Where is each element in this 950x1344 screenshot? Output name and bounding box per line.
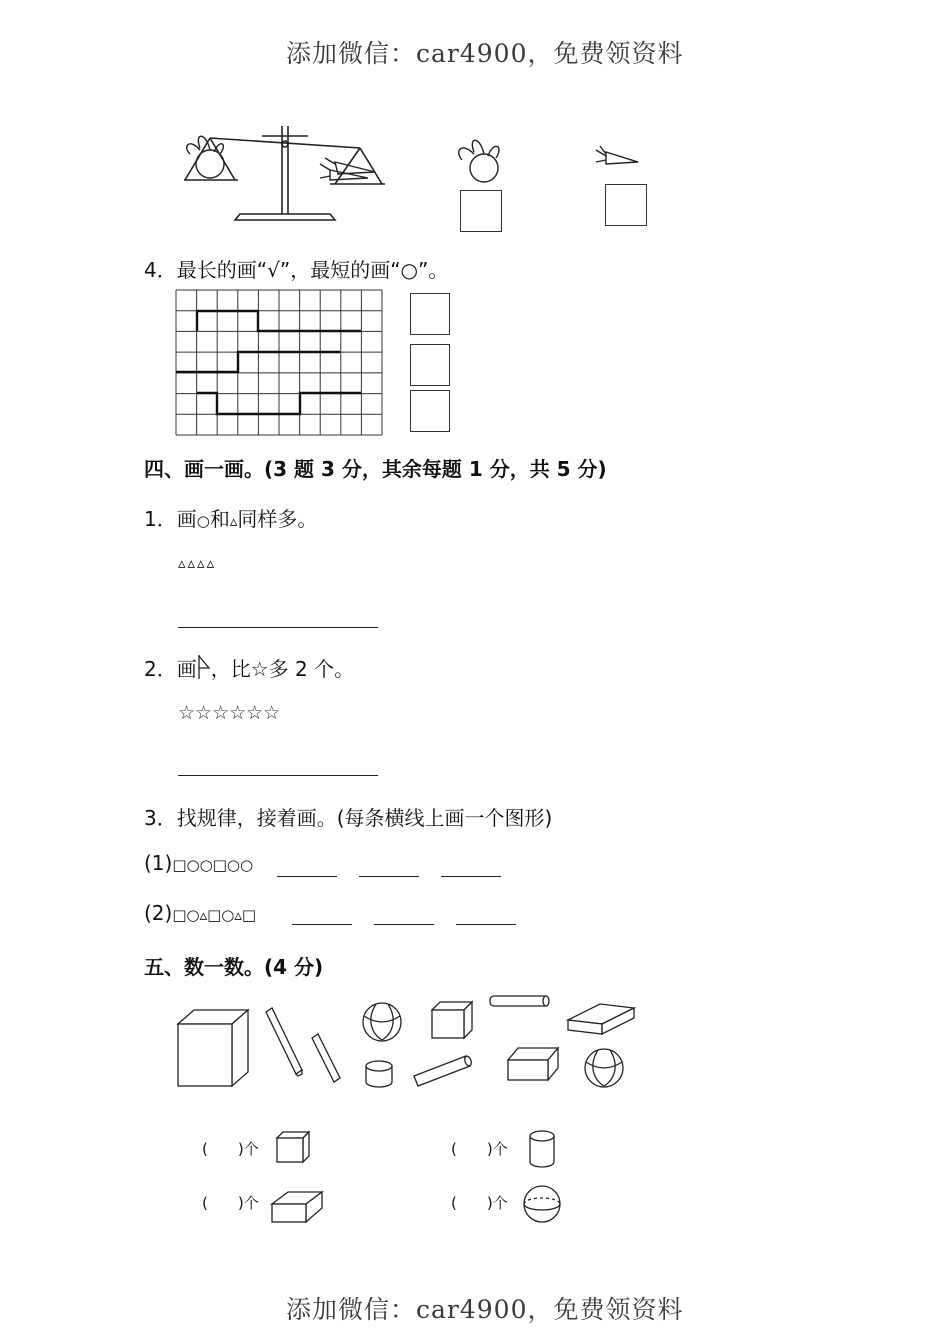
watermark-bottom: 添加微信：car4900，免费领资料 xyxy=(286,1295,684,1324)
pattern-label: (1) xyxy=(144,851,173,875)
text: 多 2 个。 xyxy=(268,657,355,681)
cube-icon xyxy=(432,1002,472,1038)
pattern-2-blank-3[interactable] xyxy=(456,924,516,925)
sphere-icon xyxy=(522,1184,564,1224)
unit-label: 个 xyxy=(243,1140,259,1158)
s4-question-2 xyxy=(144,653,354,682)
answer-paren[interactable]: ( ) xyxy=(202,1140,244,1158)
pattern-1 xyxy=(144,851,253,875)
cuboid-icon xyxy=(266,1008,302,1076)
pattern-2-blank-1[interactable] xyxy=(292,924,352,925)
pattern-2-blank-2[interactable] xyxy=(374,924,434,925)
grid-paths-figure xyxy=(176,290,386,438)
solids-illustration xyxy=(170,990,650,1100)
answer-box-2[interactable] xyxy=(410,344,450,386)
pattern-sequence: □○○□○○ xyxy=(172,856,254,874)
answer-box-3[interactable] xyxy=(410,390,450,432)
balance-scale-illustration xyxy=(170,118,390,228)
sphere-icon xyxy=(585,1049,623,1087)
cube-icon xyxy=(275,1130,313,1164)
answer-paren[interactable]: ( ) xyxy=(202,1194,244,1212)
watermark-top: 添加微信：car4900，免费领资料 xyxy=(286,39,684,68)
section-4-title: 四、画一画。(3 题 3 分，其余每题 1 分，共 5 分) xyxy=(144,457,607,481)
pattern-1-blank-2[interactable] xyxy=(359,876,419,877)
answer-line[interactable] xyxy=(178,627,378,628)
given-triangles: ▵▵▵▵ xyxy=(178,554,217,572)
question-number: 4． xyxy=(144,258,177,282)
count-cube-row xyxy=(202,1138,259,1159)
question-text: 找规律，接着画。(每条横线上画一个图形) xyxy=(176,806,553,830)
text: 画 xyxy=(176,657,197,681)
triangle-icon: ▵ xyxy=(229,512,238,530)
sphere-icon xyxy=(363,1003,401,1041)
unit-label: 个 xyxy=(492,1194,508,1212)
text: 画 xyxy=(176,507,197,531)
count-cuboid-row xyxy=(202,1192,259,1213)
carrot-icon xyxy=(320,158,375,180)
count-cylinder-row xyxy=(451,1138,508,1159)
carrot-icon xyxy=(594,144,642,170)
s4-question-1 xyxy=(144,503,317,532)
flag-icon xyxy=(197,654,211,680)
cuboid-icon xyxy=(568,1004,634,1034)
answer-paren[interactable]: ( ) xyxy=(451,1140,493,1158)
unit-label: 个 xyxy=(492,1140,508,1158)
radish-answer-box[interactable] xyxy=(460,190,502,232)
cube-icon xyxy=(178,1010,248,1086)
answer-line[interactable] xyxy=(178,775,378,776)
section-5-title: 五、数一数。(4 分) xyxy=(144,955,324,979)
pattern-1-blank-1[interactable] xyxy=(277,876,337,877)
cuboid-icon xyxy=(312,1034,340,1082)
cuboid-icon xyxy=(270,1188,326,1226)
cylinder-icon xyxy=(414,1055,473,1086)
cylinder-icon xyxy=(490,996,549,1006)
unit-label: 个 xyxy=(243,1194,259,1212)
count-sphere-row xyxy=(451,1192,508,1213)
text: 和 xyxy=(209,507,230,531)
star-icon: ☆ xyxy=(250,657,269,681)
answer-paren[interactable]: ( ) xyxy=(451,1194,493,1212)
radish-icon xyxy=(452,128,504,186)
cuboid-icon xyxy=(508,1048,558,1080)
text: 同样多。 xyxy=(237,507,318,531)
question-number: 2． xyxy=(144,657,177,681)
pattern-sequence: □○▵□○▵□ xyxy=(172,906,257,924)
circle-icon: ○ xyxy=(196,512,210,530)
question-4 xyxy=(144,254,448,283)
radish-icon xyxy=(187,136,224,178)
given-stars: ☆☆☆☆☆☆ xyxy=(178,702,281,724)
s4-question-3 xyxy=(144,802,552,831)
pattern-1-blank-3[interactable] xyxy=(441,876,501,877)
question-number: 3． xyxy=(144,806,177,830)
carrot-answer-box[interactable] xyxy=(605,184,647,226)
text: ，比 xyxy=(210,657,251,681)
question-text: 最长的画“√”，最短的画“○”。 xyxy=(176,258,449,282)
pattern-2 xyxy=(144,901,256,925)
cylinder-icon xyxy=(366,1061,392,1087)
cylinder-icon xyxy=(528,1130,558,1170)
question-number: 1． xyxy=(144,507,177,531)
answer-box-1[interactable] xyxy=(410,293,450,335)
pattern-label: (2) xyxy=(144,901,173,925)
